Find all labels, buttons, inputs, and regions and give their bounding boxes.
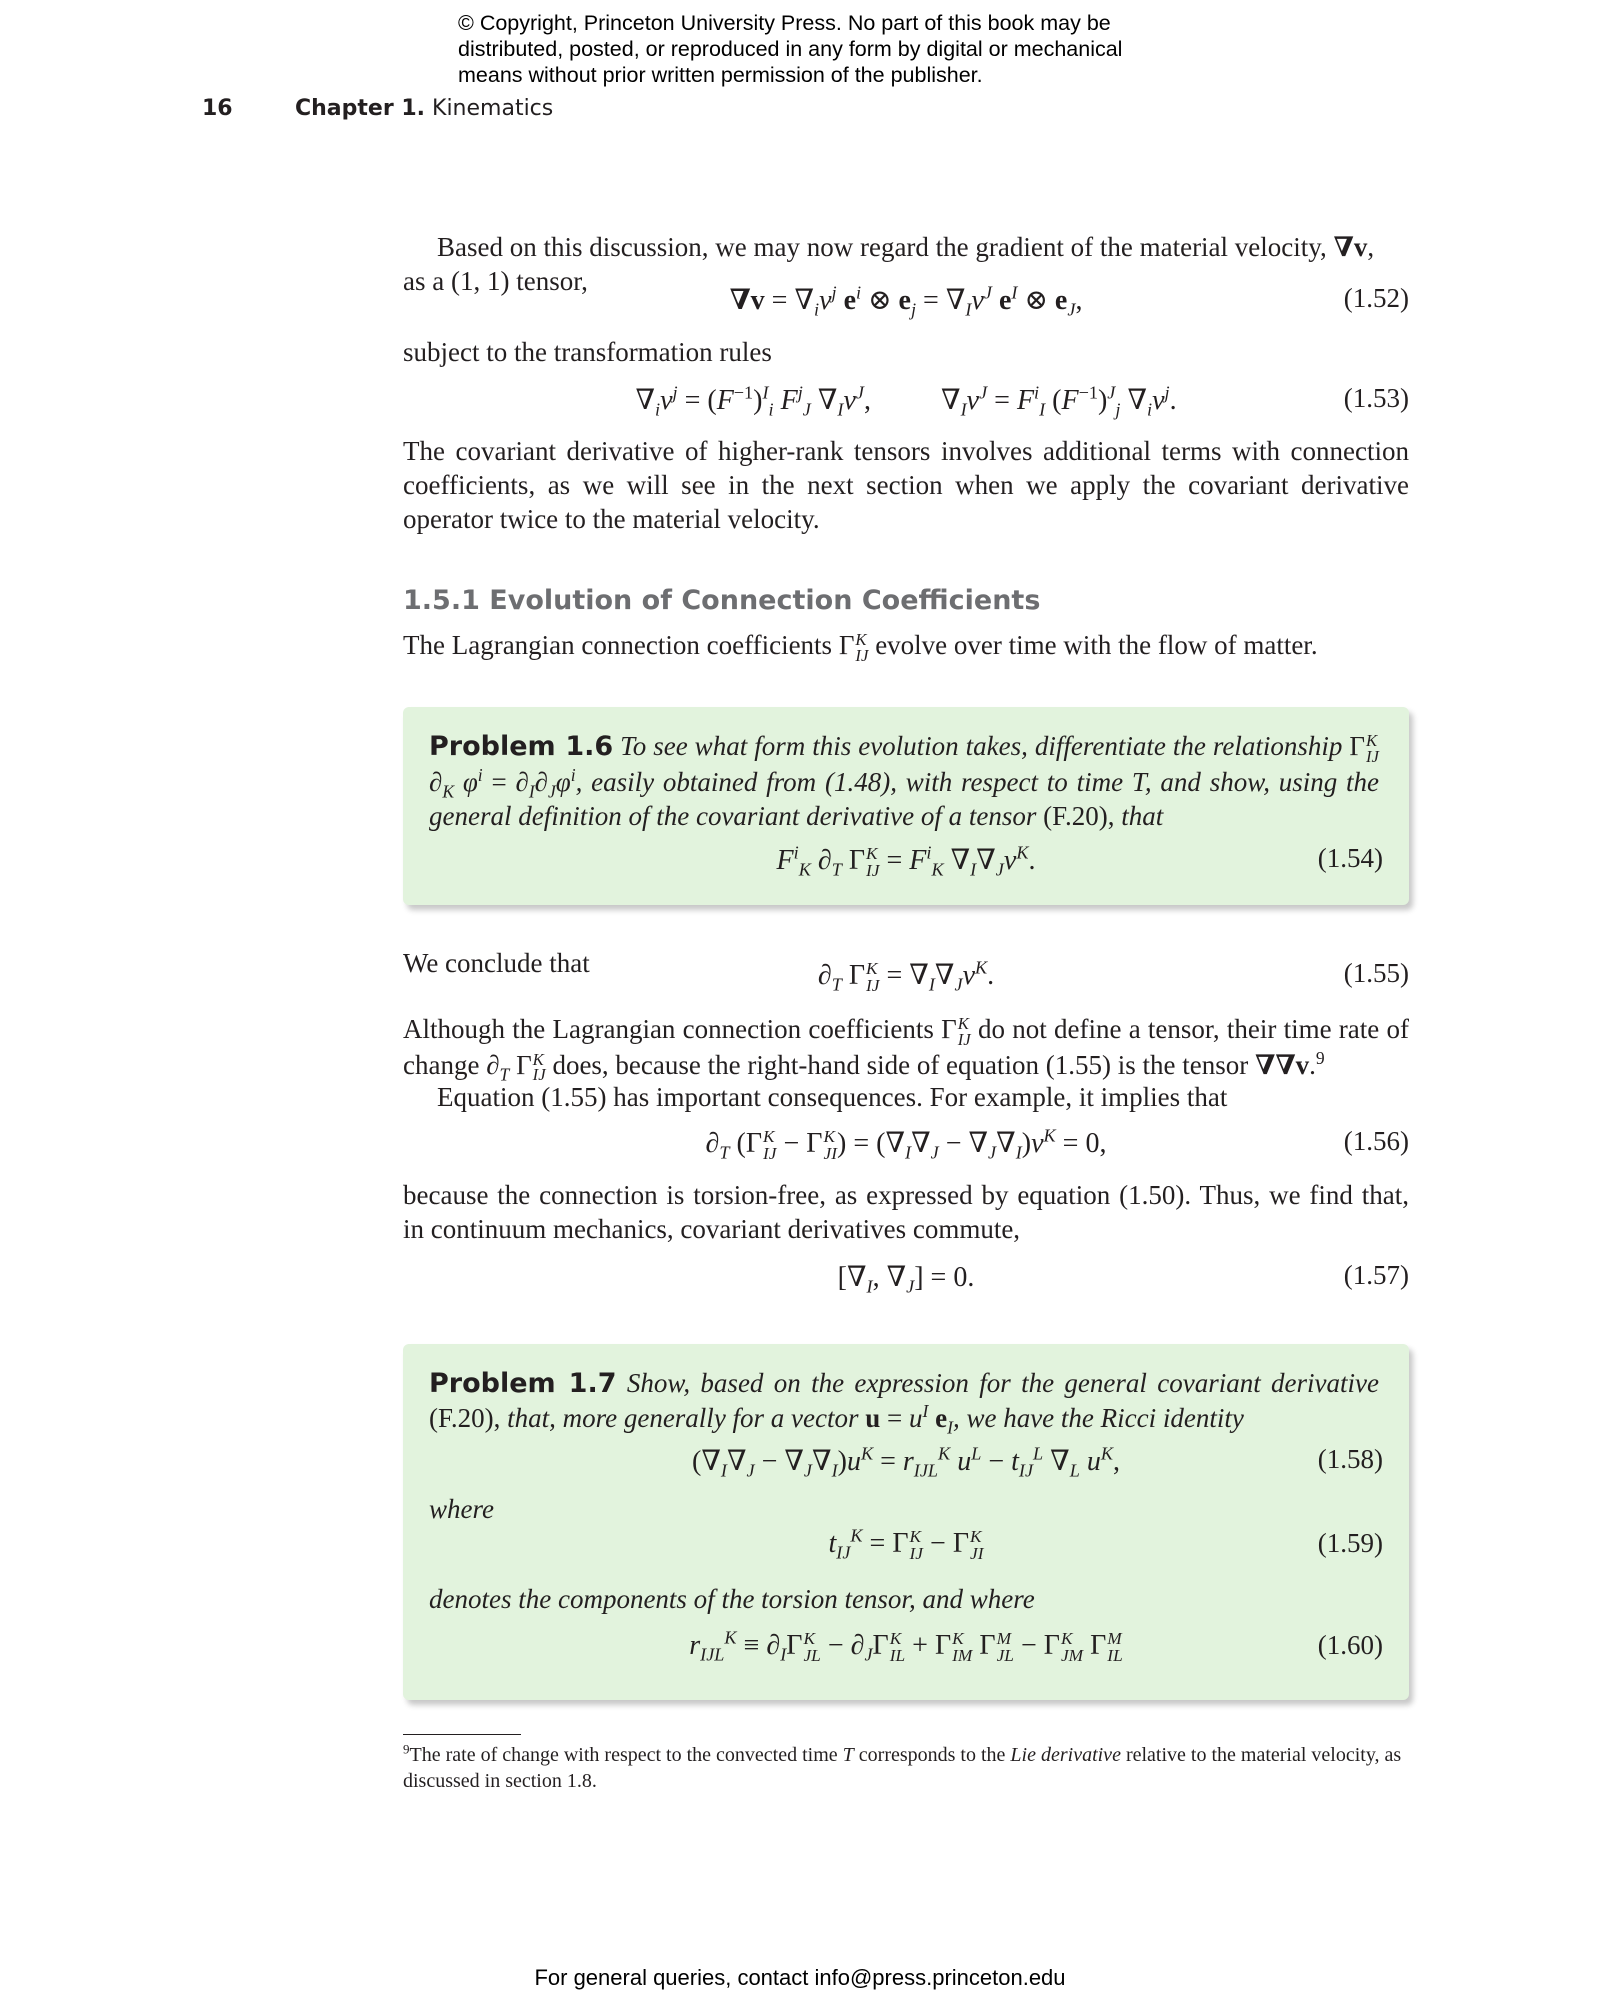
- copyright-line-2: distributed, posted, or reproduced in any form by digital or mechanical: [458, 37, 1123, 61]
- problem-1-7-denotes: denotes the components of the torsion tensor, and where: [429, 1584, 1035, 1614]
- equation-1-58: $(\nabla_I\nabla_J - \nabla_J\nabla_I)u^K = r_{IJL}^K$ $u^L - t_{IJ}^L$ $\nabla_L$ $u^K$, (1.58): [692, 1443, 1383, 1481]
- equation-1-59: $t_{IJ}^K = \Gamma$ K IJ − Γ K JI (1.59): [828, 1525, 1383, 1563]
- problem-1-7-where: where: [429, 1494, 494, 1524]
- equation-1-52: $\nabla v = \nabla_iv^j$ $e^i$ ⊗ $e_j = \nabla_Iv^J$ $e^I$ ⊗ $e_J$, (1.52): [729, 282, 1409, 320]
- paragraph-8: because the connection is torsion-free, as expressed by equation (1.50). Thus, we find that, in continuum mechanics, covariant derivatives commute,: [403, 1180, 1409, 1244]
- paragraph-1: Based on this discussion, we may now regard the gradient of the material velocity, ∇v, as a (1, 1) tensor,: [403, 230, 1409, 298]
- copyright-line-3: means without prior written permission of the publisher.: [458, 63, 983, 87]
- p1-line1: Based on this discussion, we may now regard the gradient of the material velocity,: [437, 232, 1327, 262]
- eq-number-1-60: (1.60): [1317, 1630, 1383, 1660]
- eq-number-1-59: (1.59): [1317, 1528, 1383, 1558]
- equation-1-56: $\partial_T$ (Γ K IJ − Γ K JI ) = $(\nabla_I\nabla_J - \nabla_J\nabla_I)v^K = 0$, (1.56): [705, 1125, 1409, 1163]
- paragraph-3: The covariant derivative of higher-rank tensors involves additional terms with connection coefficients, as we will see in the next section when we apply the covariant derivative operator twice to the material velocity.: [403, 436, 1409, 534]
- chapter-title: Kinematics: [432, 96, 554, 121]
- paragraph-5: We conclude that: [403, 948, 590, 978]
- eq-number-1-56: (1.56): [1343, 1126, 1409, 1156]
- paragraph-4: The Lagrangian connection coefficients Γ K IJ evolve over time with the flow of matter.: [403, 629, 1318, 665]
- page-number: 16: [202, 96, 233, 121]
- problem-1-7-title: Problem 1.7: [429, 1368, 617, 1399]
- equation-1-57: [$\nabla_I$, $\nabla_J] = 0$. (1.57): [837, 1260, 1409, 1297]
- eq-number-1-58: (1.58): [1317, 1444, 1383, 1474]
- equation-1-60: $r_{IJL}^K \equiv \partial_I\Gamma$ K JL − $\partial_J\Gamma$ K IL + Γ K IM Γ M JL − Γ K JM Γ M IL (1.60): [689, 1627, 1383, 1665]
- paragraph-7: Equation (1.55) has important consequences. For example, it implies that: [437, 1082, 1228, 1112]
- eq-number-1-52: (1.52): [1343, 283, 1409, 313]
- footnote-ref: 9: [1315, 1047, 1325, 1068]
- copyright-line-1: © Copyright, Princeton University Press. No part of this book may be: [458, 11, 1111, 35]
- eq-number-1-54: (1.54): [1317, 843, 1383, 873]
- running-head: [295, 96, 553, 121]
- copyright-notice: [458, 10, 1178, 88]
- footnote-rule: [403, 1734, 521, 1735]
- equation-1-55: $\partial_T$ Γ K IJ = $\nabla_I\nabla_Jv^K$. (1.55): [817, 957, 1409, 995]
- problem-1-6-box: Problem 1.6 To see what form this evolution takes, differentiate the relationship Γ K IJ $\partial_K$ $\varphi^i = \partial_I\partial_J\varphi^i$, easily obtained from (1.48), with respect to time T, and show, using the general definition of the covariant derivative of a tensor (F.20), that $F^i_K$ $\partial_T$ Γ K IJ = $F^i_K$ $\nabla_I\nabla_Jv^K$. (1.54): [403, 707, 1409, 905]
- equation-1-53: $\nabla_iv^j = (F^{-1})^I_i$ $F^j_J$ $\nabla_Iv^J$, $\nabla_Iv^J = F^i_I$ $(F^{-1})^J_j$ $\nabla_iv^j$. (1.53): [635, 382, 1409, 420]
- contact-footer: For general queries, contact info@press.princeton.edu: [534, 1965, 1066, 1990]
- chapter-label: Chapter 1.: [295, 96, 426, 121]
- problem-1-7-box: Problem 1.7 Show, based on the expression for the general covariant derivative (F.20), that, more generally for a vector $u = u^I$ $e_I$, we have the Ricci identity $(\nabla_I\nabla_J - \nabla_J\nabla_I)u^K = r_{IJL}^K$ $u^L - t_{IJ}^L$ $\nabla_L$ $u^K$, (1.58) where $t_{IJ}^K = \Gamma$ K IJ − Γ K JI (1.59) denotes the components of the torsion tensor, and where $r_{IJL}^K \equiv \partial_I\Gamma$ K JL − $\partial_J\Gamma$ K IL + Γ K IM Γ M JL − Γ K JM Γ M IL (1.60): [403, 1344, 1409, 1700]
- footnote: $^9$The rate of change with respect to the convected time T corresponds to the Lie derivative relative to the material velocity, as discussed in section 1.8.: [403, 1741, 1402, 1792]
- eq-number-1-57: (1.57): [1343, 1260, 1409, 1290]
- problem-1-6-title: Problem 1.6: [429, 731, 614, 762]
- p1-line2: as a (1, 1) tensor,: [403, 266, 588, 296]
- paragraph-6: Although the Lagrangian connection coefficients Γ K IJ do not define a tensor, their time rate of change $\partial_T$ Γ K IJ does, because the right-hand side of equation (1.55) is the tensor ∇∇v.$^9$: [403, 1013, 1410, 1085]
- section-heading: 1.5.1 Evolution of Connection Coefficients: [403, 585, 1041, 616]
- eq-number-1-55: (1.55): [1343, 958, 1409, 988]
- paragraph-2: subject to the transformation rules: [403, 337, 772, 367]
- eq-number-1-53: (1.53): [1343, 383, 1409, 413]
